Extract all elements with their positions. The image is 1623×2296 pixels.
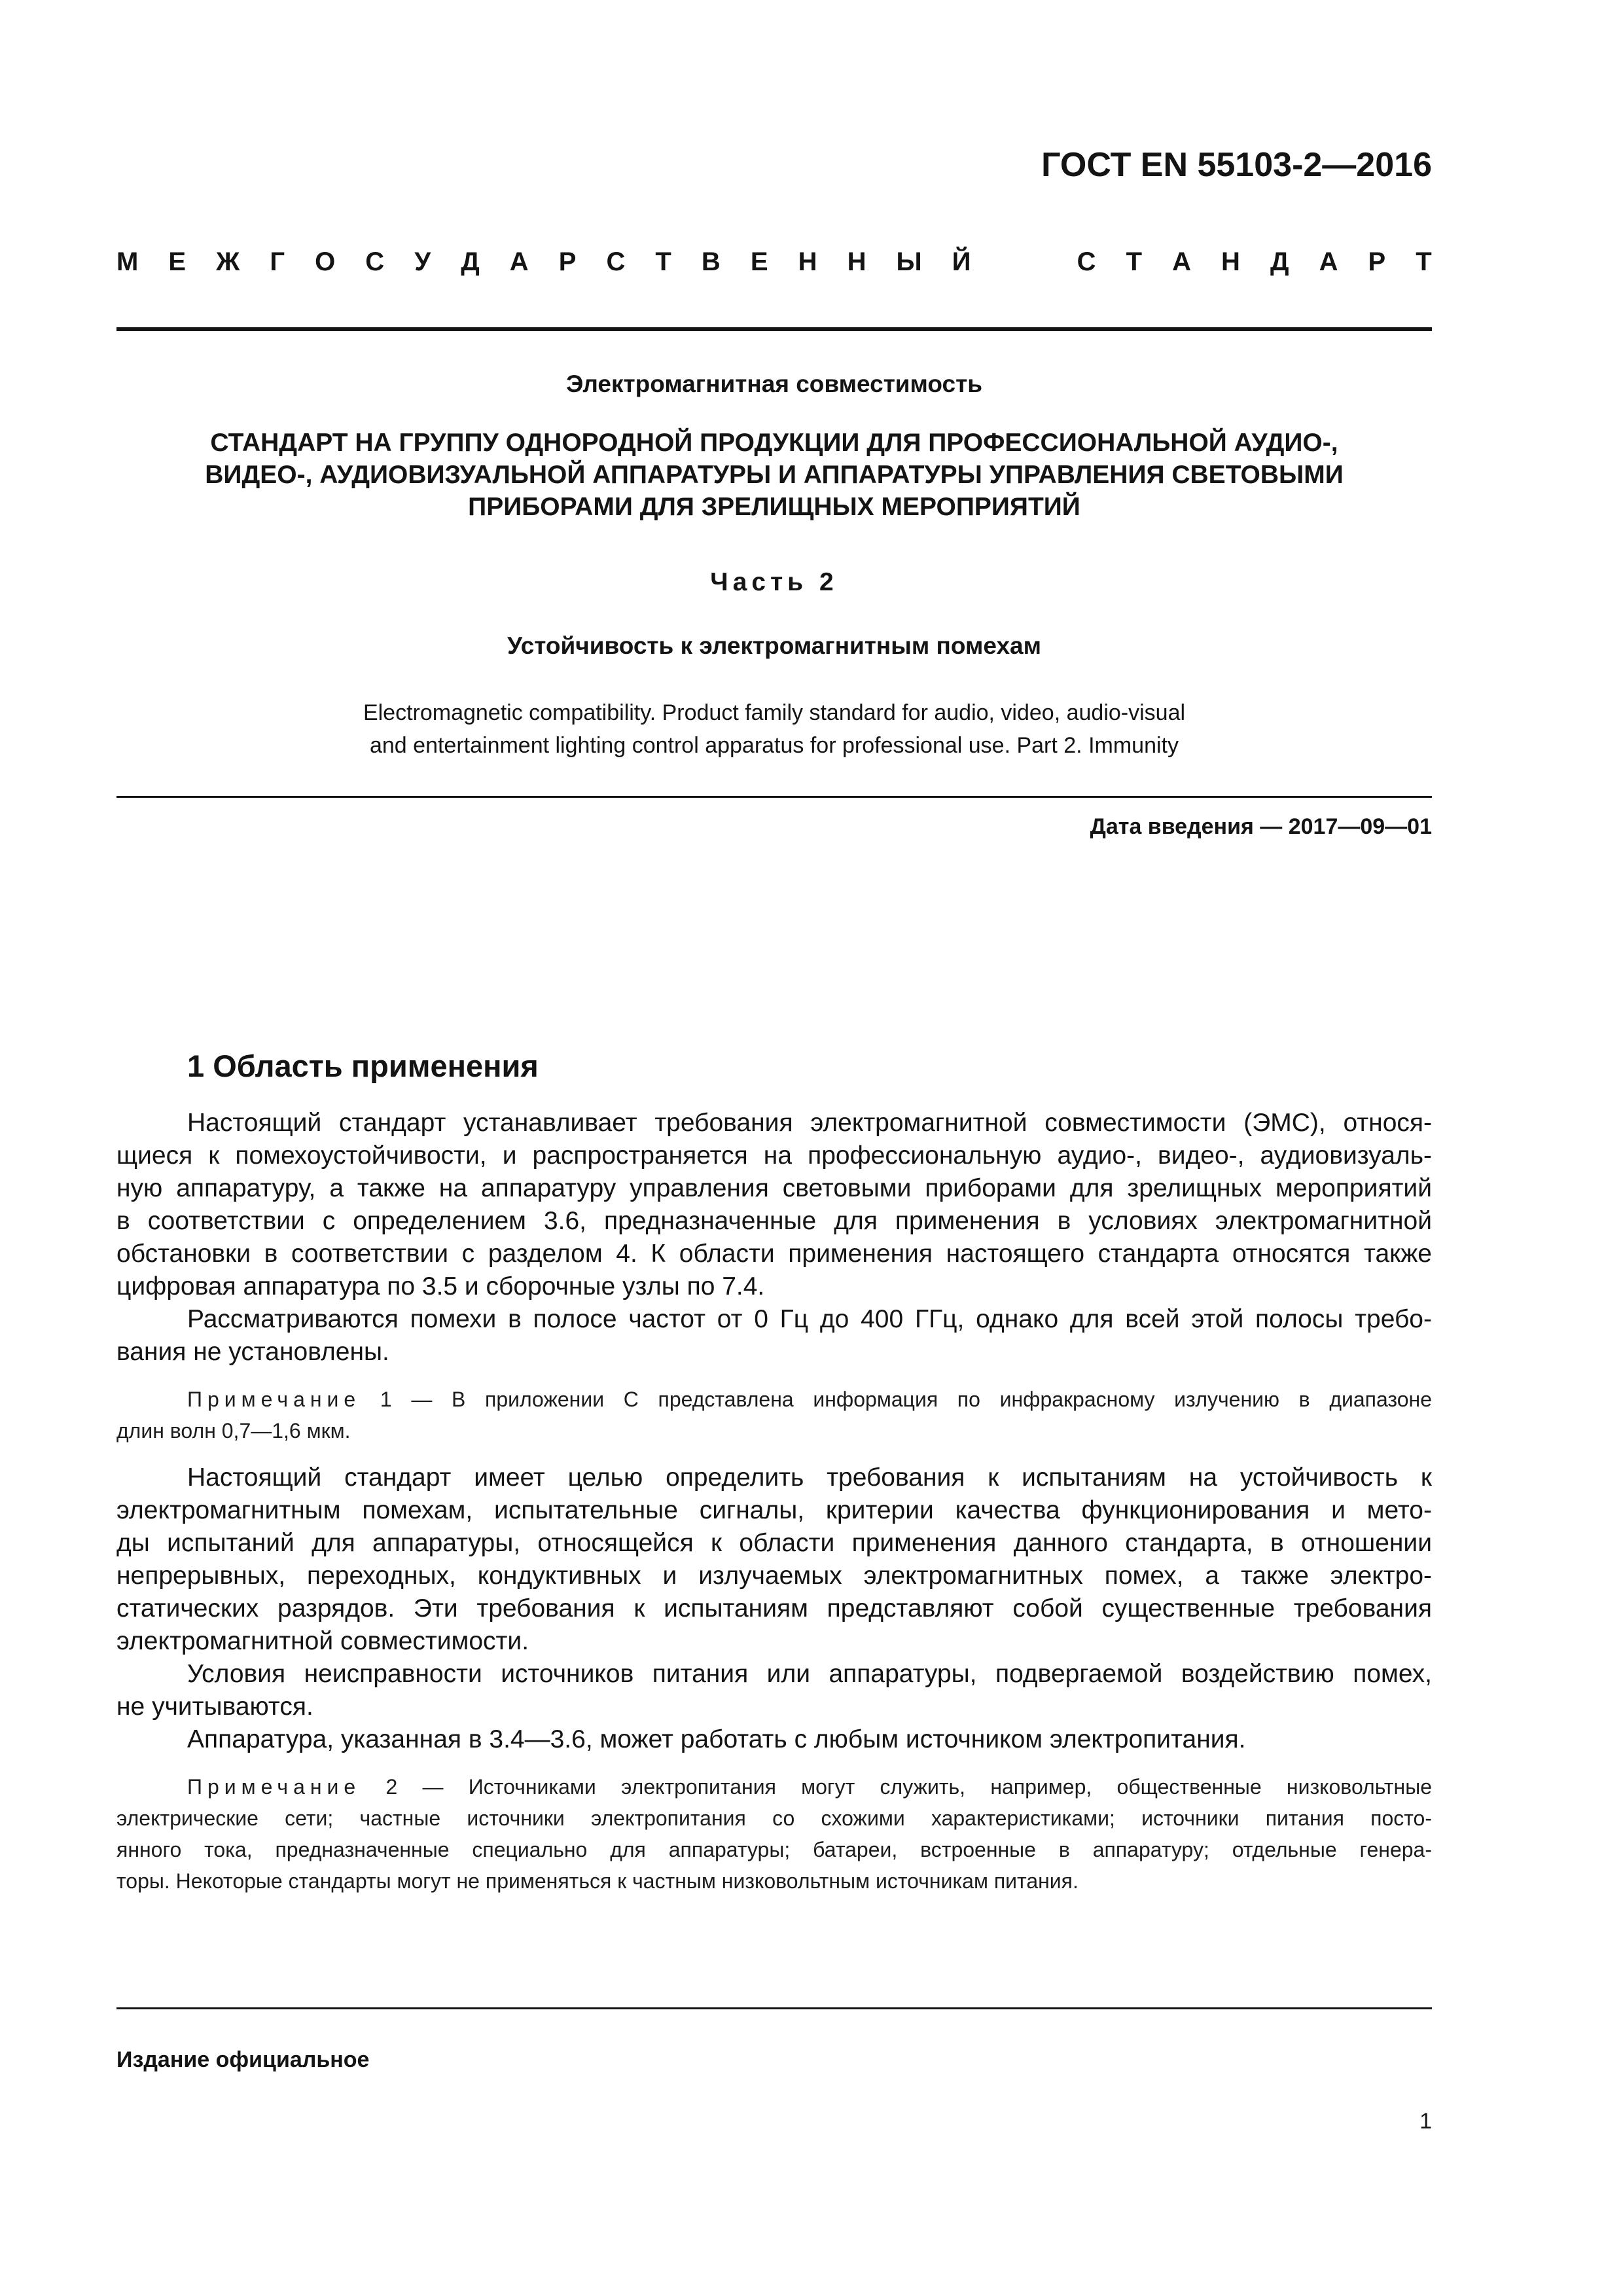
header-divider [116,327,1432,331]
note-2 [116,1771,1432,1897]
note-line [116,1384,1432,1415]
title-divider [116,796,1432,798]
text-line: Рассматриваются помехи в полосе частот от 0 Гц до 400 ГГц, однако для всей этой полосы требо- [187,1305,1432,1333]
official-edition-label: Издание официальное [116,2047,370,2072]
text-line: обстановки в соответствии с разделом 4. К области применения настоящего стандарта относятся также [116,1240,1432,1268]
part-label: Часть 2 [710,568,838,596]
heading-letter: Р [1368,247,1386,276]
paragraph-purpose [116,1462,1432,1658]
heading-letter: В [701,247,721,276]
heading-letter: Т [1126,247,1143,276]
footer-divider [116,2007,1432,2009]
text-line: Настоящий стандарт устанавливает требования электромагнитной совместимости (ЭМС), относя- [187,1109,1432,1137]
text-line: Условия неисправности источников питания или аппаратуры, подвергаемой воздействию помех, [187,1660,1432,1688]
heading-letter: Н [1221,247,1240,276]
text-line: непрерывных, переходных, кондуктивных и излучаемых электромагнитных помех, а также электро- [116,1562,1432,1590]
note-text: 2 — Источниками электропитания могут служить, например, общественные низковольтные [361,1775,1432,1799]
heading-letter: У [414,247,431,276]
heading-letter: Н [798,247,817,276]
paragraph-failure-conditions [116,1658,1432,1723]
note-line: янного тока, предназначенные специально для аппаратуры; батареи, встроенные в аппаратуру; отдельные генера- [116,1838,1432,1861]
interstate-standard-heading [116,247,1432,277]
heading-letter: Д [1270,247,1289,276]
title-line: ВИДЕО-, АУДИОВИЗУАЛЬНОЙ АППАРАТУРЫ И АППАРАТУРЫ УПРАВЛЕНИЯ СВЕТОВЫМИ [205,461,1344,489]
introduction-date: Дата введения — 2017—09—01 [1090,814,1432,839]
note-label: Примечание [187,1388,361,1411]
document-code: ГОСТ EN 55103-2—2016 [1041,146,1432,184]
text-line: Аппаратура, указанная в 3.4—3.6, может работать с любым источником электропитания. [187,1725,1246,1753]
note-line: торы. Некоторые стандарты могут не применяться к частным низковольтным источникам питания. [116,1869,1079,1893]
text-line: Настоящий стандарт имеет целью определить требования к испытаниям на устойчивость к [187,1463,1432,1492]
english-title-line: Electromagnetic compatibility. Product family standard for audio, video, audio-visual [363,700,1186,725]
heading-letter: А [509,247,529,276]
page-number: 1 [1419,2109,1432,2134]
heading-letter: С [1077,247,1096,276]
text-line: в соответствии с определением 3.6, предназначенные для применения в условиях электромагнитной [116,1207,1432,1235]
heading-letter: Й [952,247,971,276]
text-line: не учитываются. [116,1693,313,1721]
text-line: цифровая аппаратура по 3.5 и сборочные узлы по 7.4. [116,1272,765,1300]
heading-letter: Д [461,247,480,276]
text-line: электромагнитным помехам, испытательные сигналы, критерии качества функционирования и мето- [116,1496,1432,1524]
text-line: ную аппаратуру, а также на аппаратуру управления световыми приборами для зрелищных мероприятий [116,1174,1432,1202]
heading-letter: А [1319,247,1338,276]
heading-letter: Г [270,247,285,276]
heading-letter: Е [750,247,768,276]
heading-letter: Ы [896,247,922,276]
text-line: статических разрядов. Эти требования к испытаниям представляют собой существенные требования [116,1594,1432,1623]
heading-letter: С [365,247,385,276]
paragraph-power-source [116,1723,1432,1756]
note-label: Примечание [187,1775,361,1799]
heading-letter: А [1172,247,1191,276]
note-line: длин волн 0,7—1,6 мкм. [116,1419,351,1443]
section-heading: 1 Область применения [187,1049,539,1083]
heading-letter: М [116,247,139,276]
text-line: электромагнитной совместимости. [116,1627,529,1655]
note-1 [116,1384,1432,1446]
paragraph-scope [116,1107,1432,1303]
heading-letter: Ж [216,247,240,276]
note-line: электрические сети; частные источники электропитания со схожими характеристиками; источники питания посто- [116,1806,1432,1830]
heading-letter: Т [655,247,671,276]
heading-letter: О [315,247,336,276]
heading-letter: Е [168,247,187,276]
part-title: Устойчивость к электромагнитным помехам [507,632,1041,659]
text-line: щиеся к помехоустойчивости, и распространяется на профессиональную аудио-, видео-, аудиовизуаль- [116,1141,1432,1170]
document-title [116,427,1432,523]
subject-line: Электромагнитная совместимость [565,370,982,397]
title-line: СТАНДАРТ НА ГРУППУ ОДНОРОДНОЙ ПРОДУКЦИИ ДЛЯ ПРОФЕССИОНАЛЬНОЙ АУДИО-, [210,429,1338,457]
heading-letter: Р [558,247,577,276]
heading-letter: Н [847,247,866,276]
text-line: ды испытаний для аппаратуры, относящейся к области применения данного стандарта, в отношении [116,1529,1432,1557]
word-gap [1001,247,1047,277]
english-title-line: and entertainment lighting control apparatus for professional use. Part 2. Immunity [369,733,1179,758]
heading-letter: Т [1416,247,1432,276]
paragraph-frequency [116,1303,1432,1369]
note-line [116,1771,1432,1803]
heading-letter: С [606,247,626,276]
note-text: 1 — В приложении С представлена информация по инфракрасному излучению в диапазоне [361,1388,1432,1411]
text-line: вания не установлены. [116,1338,389,1366]
english-title [116,696,1432,762]
title-line: ПРИБОРАМИ ДЛЯ ЗРЕЛИЩНЫХ МЕРОПРИЯТИЙ [468,493,1080,521]
